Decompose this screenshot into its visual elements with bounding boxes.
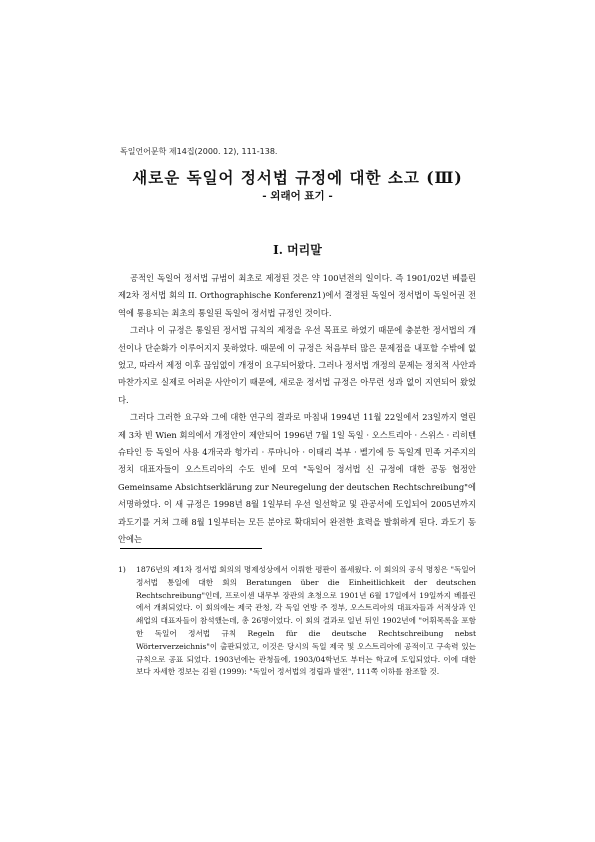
footnote-divider bbox=[120, 548, 262, 549]
footnote-marker: 1) bbox=[118, 565, 126, 574]
article-title: 새로운 독일어 정서법 규정에 대한 소고 (Ⅲ) bbox=[132, 168, 463, 187]
footnote-text: 1876년의 제1차 정서법 회의의 명제성상에서 이뤄한 평판이 폴세웠다. 이 회의의 공식 명칭은 "독일어 정서법 통일에 대한 회의 Beratungen über die Einheitlichkeit der deutschen Rechtschreibung"인데, 프로이센 내무부 장관의 초청으로 1901년 6월 17일에서 19일까지 베를린에서 개최되었다. 이 회의에는 제국 관청, 각 독일 연방 주 정부, 오스트리아의 대표자들과 서적상과 인쇄업의 대표자들이 참석했는데, 총 26명이었다. 이 회의 결과로 일년 뒤인 1902년에 "어휘목록을 포함한 독일어 정서법 규칙 Regeln für die deutsche Rechtschreibung nebst Wörterverzeichnis"이 출판되었고, 이것은 당시의 독일 제국 및 오스트리아에 공적이고 구속력 있는 규칙으로 공표 되었다. 1903년에는 관청들에, 1903/04학년도 부터는 학교에 도입되었다. 이에 대한 보다 자세한 정보는 김원 (1999): "독일어 정서법의 정립과 발전", 111쪽 이하를 참조할 것. bbox=[136, 565, 476, 677]
paragraph-2: 그러나 이 규정은 통일된 정서법 규칙의 제정을 우선 목표로 하였기 때문에 충분한 정서법의 개선이나 단순화가 이루어지지 못하였다. 때문에 이 규정은 처음부터 많은 문제점을 내포할 수밖에 없었고, 따라서 제정 이후 끊임없이 개정이 요구되어왔다. 그러나 정서법 개정의 문제는 정치적 사안과 마찬가지로 실제로 어려운 사안이기 때문에, 새로운 정서법 규정은 아무런 성과 없이 지연되어 왔었다. bbox=[118, 325, 476, 405]
footnote bbox=[120, 564, 476, 679]
journal-reference: 독일언어문학 제14집(2000. 12), 111-138. bbox=[120, 147, 278, 156]
body-text bbox=[118, 270, 476, 549]
section-heading: Ⅰ. 머리말 bbox=[273, 243, 322, 257]
paragraph-3: 그러다 그러한 요구와 그에 대한 연구의 결과로 마침내 1994년 11월 22일에서 23일까지 열린 제 3차 빈 Wien 회의에서 개정안이 제안되어 1996년 7월 1일 독일 · 오스트리아 · 스위스 · 리히텐슈타인 등 독일어 사용 4개국과 헝가리 · 루마니아 · 이태리 북부 · 벨기에 등 독일계 민족 거주지의 정치 대표자들이 오스트리아의 수도 빈에 모여 "독일어 정서법 신 규정에 대한 공동 협정안 Gemeinsame Absichtserklärung zur Neuregelung der deutschen Rechtschreibung"에 서명하였다. 이 새 규정은 1998년 8월 1일부터 우선 일선학교 및 관공서에 도입되어 2005년까지 과도기를 거쳐 그해 8월 1일부터는 모든 분야로 확대되어 완전한 효력을 발휘하게 된다. 과도기 동안에는 bbox=[118, 412, 476, 545]
paragraph-1: 공적인 독일어 정서법 규범이 최초로 제정된 것은 약 100년전의 일이다. 즉 1901/02년 베를린 제2차 정서법 회의 II. Orthographische Konferenz1)에서 결정된 독일어 정서법이 독일어권 전역에 통용되는 최초의 통일된 독일어 정서법 규정인 것이다. bbox=[118, 273, 476, 318]
article-subtitle: - 외래어 표기 - bbox=[262, 190, 333, 202]
